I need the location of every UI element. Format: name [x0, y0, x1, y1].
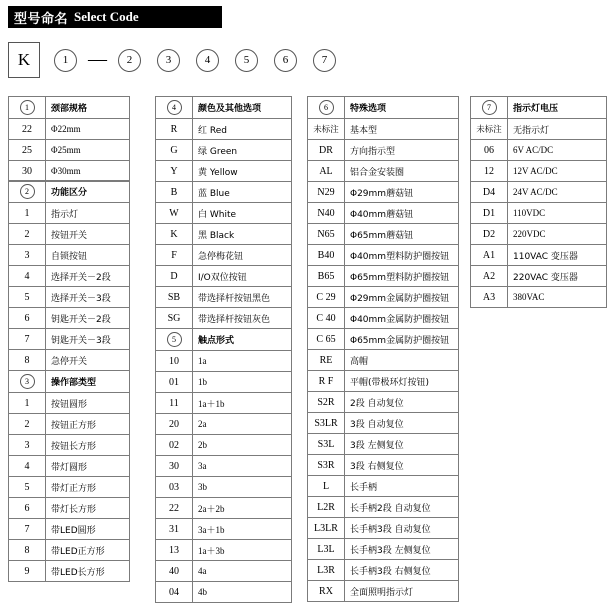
row-desc: 黑 Black — [193, 224, 292, 245]
row-desc: Φ29mm蘑菇钮 — [345, 182, 459, 203]
table-row — [156, 329, 292, 351]
row-code: B40 — [308, 245, 345, 266]
row-desc: 长手柄3段 左侧复位 — [345, 539, 459, 560]
row-code: DR — [308, 140, 345, 161]
row-desc: Φ40mm蘑菇钮 — [345, 203, 459, 224]
formula-circle-5: 5 — [235, 49, 258, 72]
table-row — [156, 308, 292, 329]
row-code: RE — [308, 350, 345, 371]
row-code: L3R — [308, 560, 345, 581]
table-row — [471, 287, 607, 308]
row-code: 6 — [9, 498, 46, 519]
table-section-number: 2 — [9, 181, 46, 203]
table-row — [308, 308, 459, 329]
row-desc: 6V AC/DC — [508, 140, 607, 161]
row-code: 9 — [9, 561, 46, 582]
row-desc: 220VDC — [508, 224, 607, 245]
formula-circle-7: 7 — [313, 49, 336, 72]
row-desc: 带LED长方形 — [46, 561, 130, 582]
row-code: 4 — [9, 456, 46, 477]
row-desc: 12V AC/DC — [508, 161, 607, 182]
table-row — [9, 119, 130, 140]
table-row — [9, 224, 130, 245]
row-desc: 长手柄3段 右侧复位 — [345, 560, 459, 581]
table-row — [308, 140, 459, 161]
table-row — [308, 455, 459, 476]
row-desc: 方向指示型 — [345, 140, 459, 161]
table-section-number: 1 — [9, 97, 46, 119]
table-row — [471, 119, 607, 140]
row-code: 未标注 — [308, 119, 345, 140]
row-code: 3 — [9, 245, 46, 266]
table-row — [9, 477, 130, 498]
table-row — [308, 434, 459, 455]
table-row — [156, 498, 292, 519]
row-code: L3L — [308, 539, 345, 560]
table-row — [308, 497, 459, 518]
row-code: 10 — [156, 351, 193, 372]
row-desc: 1a＋3b — [193, 540, 292, 561]
row-desc: 3b — [193, 477, 292, 498]
row-desc: 110VAC 变压器 — [508, 245, 607, 266]
table-row — [471, 203, 607, 224]
table-row — [156, 456, 292, 477]
row-code: 7 — [9, 329, 46, 350]
row-desc: 3段 右侧复位 — [345, 455, 459, 476]
row-desc: 基本型 — [345, 119, 459, 140]
row-desc: 2段 自动复位 — [345, 392, 459, 413]
formula-circle-2: 2 — [118, 49, 141, 72]
row-code: N29 — [308, 182, 345, 203]
page-title-en: Select Code — [74, 9, 139, 24]
table-lamp-voltage — [470, 96, 607, 308]
row-code: AL — [308, 161, 345, 182]
row-desc: 选择开关－3段 — [46, 287, 130, 308]
table-row — [9, 519, 130, 540]
table-row — [471, 266, 607, 287]
table-row — [308, 413, 459, 434]
row-code: SG — [156, 308, 193, 329]
table-row — [471, 97, 607, 119]
row-code: A3 — [471, 287, 508, 308]
table-row — [9, 140, 130, 161]
row-code: L — [308, 476, 345, 497]
table-row — [156, 393, 292, 414]
table-row — [471, 182, 607, 203]
row-desc: 指示灯 — [46, 203, 130, 224]
row-code: B — [156, 182, 193, 203]
row-code: F — [156, 245, 193, 266]
row-code: 8 — [9, 540, 46, 561]
row-desc: 钥匙开关－2段 — [46, 308, 130, 329]
table-row — [308, 161, 459, 182]
table-row — [9, 287, 130, 308]
table-row — [156, 540, 292, 561]
table-section-number: 5 — [156, 329, 193, 351]
formula-dash: — — [88, 49, 107, 70]
table-header-label: 特殊选项 — [345, 97, 459, 119]
formula-prefix-box: K — [8, 42, 40, 78]
row-code: R F — [308, 371, 345, 392]
row-code: A2 — [471, 266, 508, 287]
row-code: 7 — [9, 519, 46, 540]
table-header-label: 指示灯电压 — [508, 97, 607, 119]
row-code: 2 — [9, 414, 46, 435]
row-desc: 按钮长方形 — [46, 435, 130, 456]
row-code: 1 — [9, 393, 46, 414]
table-row — [156, 182, 292, 203]
row-code: D4 — [471, 182, 508, 203]
row-desc: 带灯圆形 — [46, 456, 130, 477]
row-code: N40 — [308, 203, 345, 224]
row-code: 13 — [156, 540, 193, 561]
row-code: S3LR — [308, 413, 345, 434]
row-code: 25 — [9, 140, 46, 161]
row-code: S2R — [308, 392, 345, 413]
table-row — [308, 371, 459, 392]
table-special-options — [307, 96, 459, 602]
row-desc: Φ65mm塑料防护圈按钮 — [345, 266, 459, 287]
row-desc: 110VDC — [508, 203, 607, 224]
row-desc: 自锁按钮 — [46, 245, 130, 266]
row-code: S3L — [308, 434, 345, 455]
row-code: 未标注 — [471, 119, 508, 140]
table-row — [308, 350, 459, 371]
table-row — [156, 582, 292, 603]
row-code: 4 — [9, 266, 46, 287]
table-row — [9, 97, 130, 119]
row-code: N65 — [308, 224, 345, 245]
row-code: 2 — [9, 224, 46, 245]
row-code: 11 — [156, 393, 193, 414]
table-row — [156, 561, 292, 582]
row-desc: 长手柄 — [345, 476, 459, 497]
row-code: 1 — [9, 203, 46, 224]
code-formula — [8, 40, 344, 80]
table-row — [9, 266, 130, 287]
row-desc: 2a — [193, 414, 292, 435]
row-desc: 全面照明指示灯 — [345, 581, 459, 602]
table-neck-size — [8, 96, 130, 182]
row-code: C 40 — [308, 308, 345, 329]
formula-circle-1: 1 — [54, 49, 77, 72]
row-desc: Φ25mm — [46, 140, 130, 161]
table-row — [9, 561, 130, 582]
row-code: S3R — [308, 455, 345, 476]
table-row — [308, 245, 459, 266]
table-row — [9, 203, 130, 224]
table-row — [308, 182, 459, 203]
row-desc: 3段 自动复位 — [345, 413, 459, 434]
table-row — [308, 287, 459, 308]
table-row — [471, 140, 607, 161]
row-desc: 4b — [193, 582, 292, 603]
row-desc: 2a＋2b — [193, 498, 292, 519]
table-row — [308, 539, 459, 560]
row-desc: 急停开关 — [46, 350, 130, 371]
row-desc: 220VAC 变压器 — [508, 266, 607, 287]
row-desc: 高帽 — [345, 350, 459, 371]
table-row — [9, 329, 130, 350]
row-desc: 白 White — [193, 203, 292, 224]
row-desc: Φ40mm金属防护圈按钮 — [345, 308, 459, 329]
table-row — [9, 245, 130, 266]
table-row — [156, 519, 292, 540]
row-desc: 带LED圆形 — [46, 519, 130, 540]
row-desc: 带LED正方形 — [46, 540, 130, 561]
row-desc: 黄 Yellow — [193, 161, 292, 182]
table-row — [9, 393, 130, 414]
table-header-label: 功能区分 — [46, 181, 130, 203]
table-header-label: 触点形式 — [193, 329, 292, 351]
formula-circle-6: 6 — [274, 49, 297, 72]
row-desc: 长手柄2段 自动复位 — [345, 497, 459, 518]
table-row — [9, 414, 130, 435]
table-row — [471, 161, 607, 182]
row-desc: 3a＋1b — [193, 519, 292, 540]
table-section-number: 3 — [9, 371, 46, 393]
row-desc: 红 Red — [193, 119, 292, 140]
table-row — [471, 245, 607, 266]
table-row — [308, 97, 459, 119]
row-code: 30 — [156, 456, 193, 477]
table-header-label: 颈部规格 — [46, 97, 130, 119]
row-desc: 1a — [193, 351, 292, 372]
row-code: 12 — [471, 161, 508, 182]
table-row — [156, 266, 292, 287]
row-desc: 带选择杆按钮黑色 — [193, 287, 292, 308]
row-code: C 29 — [308, 287, 345, 308]
table-row — [156, 161, 292, 182]
row-desc: Φ40mm塑料防护圈按钮 — [345, 245, 459, 266]
row-code: 8 — [9, 350, 46, 371]
row-code: 20 — [156, 414, 193, 435]
row-desc: 4a — [193, 561, 292, 582]
row-desc: 1a＋1b — [193, 393, 292, 414]
row-code: 22 — [156, 498, 193, 519]
table-row — [156, 372, 292, 393]
table-row — [308, 392, 459, 413]
row-desc: 绿 Green — [193, 140, 292, 161]
row-code: 40 — [156, 561, 193, 582]
row-code: W — [156, 203, 193, 224]
table-contact-form — [155, 328, 292, 603]
table-row — [308, 518, 459, 539]
table-row — [308, 476, 459, 497]
row-code: B65 — [308, 266, 345, 287]
table-row — [9, 181, 130, 203]
row-desc: 选择开关－2段 — [46, 266, 130, 287]
table-row — [308, 560, 459, 581]
row-code: 06 — [471, 140, 508, 161]
row-desc: 按钮开关 — [46, 224, 130, 245]
row-desc: 1b — [193, 372, 292, 393]
table-section-number: 7 — [471, 97, 508, 119]
table-row — [9, 371, 130, 393]
row-desc: 长手柄3段 自动复位 — [345, 518, 459, 539]
table-row — [9, 498, 130, 519]
row-desc: 蓝 Blue — [193, 182, 292, 203]
row-desc: 平帽(带极环灯按钮) — [345, 371, 459, 392]
row-desc: 带灯长方形 — [46, 498, 130, 519]
row-desc: 无指示灯 — [508, 119, 607, 140]
table-row — [308, 224, 459, 245]
row-code: 5 — [9, 287, 46, 308]
row-desc: 3a — [193, 456, 292, 477]
row-desc: 按钮圆形 — [46, 393, 130, 414]
page-title — [8, 6, 222, 28]
row-code: 03 — [156, 477, 193, 498]
table-section-number: 4 — [156, 97, 193, 119]
row-code: D1 — [471, 203, 508, 224]
row-code: A1 — [471, 245, 508, 266]
row-code: SB — [156, 287, 193, 308]
row-code: RX — [308, 581, 345, 602]
row-desc: 3段 左侧复位 — [345, 434, 459, 455]
table-row — [156, 287, 292, 308]
row-code: 3 — [9, 435, 46, 456]
table-row — [9, 350, 130, 371]
table-row — [308, 266, 459, 287]
table-row — [156, 224, 292, 245]
row-desc: Φ29mm金属防护圈按钮 — [345, 287, 459, 308]
row-desc: 380VAC — [508, 287, 607, 308]
row-desc: 带选择杆按钮灰色 — [193, 308, 292, 329]
table-row — [9, 161, 130, 182]
row-code: G — [156, 140, 193, 161]
row-desc: 急停梅花钮 — [193, 245, 292, 266]
row-desc: 带灯正方形 — [46, 477, 130, 498]
row-code: 04 — [156, 582, 193, 603]
row-code: C 65 — [308, 329, 345, 350]
table-row — [9, 308, 130, 329]
row-desc: I/O双位按钮 — [193, 266, 292, 287]
row-desc: Φ30mm — [46, 161, 130, 182]
table-row — [156, 477, 292, 498]
row-desc: 钥匙开关－3段 — [46, 329, 130, 350]
table-color-options — [155, 96, 292, 329]
table-row — [156, 119, 292, 140]
row-code: 5 — [9, 477, 46, 498]
table-row — [308, 119, 459, 140]
table-header-label: 颜色及其他选项 — [193, 97, 292, 119]
row-desc: 2b — [193, 435, 292, 456]
table-row — [156, 97, 292, 119]
row-code: L2R — [308, 497, 345, 518]
formula-circle-4: 4 — [196, 49, 219, 72]
table-row — [156, 435, 292, 456]
table-row — [156, 351, 292, 372]
row-code: K — [156, 224, 193, 245]
table-row — [471, 224, 607, 245]
table-row — [9, 456, 130, 477]
table-row — [9, 435, 130, 456]
row-code: 02 — [156, 435, 193, 456]
formula-circle-3: 3 — [157, 49, 180, 72]
table-row — [156, 140, 292, 161]
row-desc: 24V AC/DC — [508, 182, 607, 203]
row-code: 22 — [9, 119, 46, 140]
table-function-type — [8, 180, 130, 371]
row-code: 30 — [9, 161, 46, 182]
row-desc: Φ65mm金属防护圈按钮 — [345, 329, 459, 350]
row-code: 01 — [156, 372, 193, 393]
row-code: R — [156, 119, 193, 140]
row-desc: 铝合金安装圈 — [345, 161, 459, 182]
table-operator-type — [8, 370, 130, 582]
table-row — [308, 203, 459, 224]
table-row — [308, 329, 459, 350]
row-code: D2 — [471, 224, 508, 245]
table-row — [156, 203, 292, 224]
table-row — [9, 540, 130, 561]
table-row — [156, 245, 292, 266]
row-desc: Φ65mm蘑菇钮 — [345, 224, 459, 245]
page-title-cn: 型号命名 — [14, 11, 69, 27]
row-desc: Φ22mm — [46, 119, 130, 140]
row-desc: 按钮正方形 — [46, 414, 130, 435]
row-code: 6 — [9, 308, 46, 329]
row-code: D — [156, 266, 193, 287]
row-code: Y — [156, 161, 193, 182]
table-row — [156, 414, 292, 435]
row-code: L3LR — [308, 518, 345, 539]
table-section-number: 6 — [308, 97, 345, 119]
row-code: 31 — [156, 519, 193, 540]
table-header-label: 操作部类型 — [46, 371, 130, 393]
